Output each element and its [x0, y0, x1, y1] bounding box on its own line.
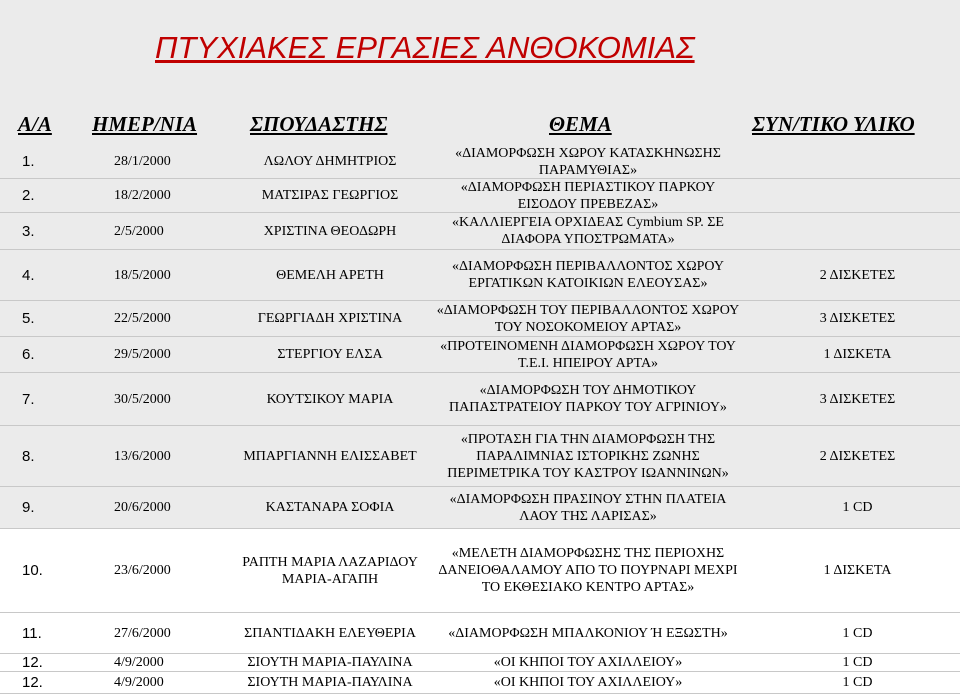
- row-date: 13/6/2000: [114, 448, 171, 464]
- row-date: 23/6/2000: [114, 563, 171, 578]
- row-number: 9.: [22, 499, 35, 516]
- page-title: ΠΤΥΧΙΑΚΕΣ ΕΡΓΑΣΙΕΣ ΑΝΘΟΚΟΜΙΑΣ: [155, 30, 695, 65]
- row-material: [770, 213, 945, 249]
- table-row: [0, 250, 960, 301]
- row-material: [770, 179, 945, 212]
- row-material: 1 CD: [842, 625, 873, 641]
- row-student: ΧΡΙΣΤΙΝΑ ΘΕΟΔΩΡΗ: [263, 223, 397, 239]
- table-row: [0, 613, 960, 654]
- row-student: ΚΟΥΤΣΙΚΟΥ ΜΑΡΙΑ: [266, 391, 394, 407]
- row-material: 1 CD: [842, 675, 873, 690]
- row-student: ΜΑΤΣΙΡΑΣ ΓΕΩΡΓΙΟΣ: [261, 188, 399, 203]
- row-number: 1.: [22, 153, 35, 170]
- row-material: 3 ΔΙΣΚΕΤΕΣ: [819, 311, 896, 326]
- row-number: 8.: [22, 447, 35, 465]
- row-number: 4.: [22, 266, 35, 284]
- column-header-row: [0, 101, 960, 146]
- row-material: 1 CD: [842, 655, 873, 670]
- row-material: 2 ΔΙΣΚΕΤΕΣ: [819, 448, 896, 464]
- row-date: 18/5/2000: [114, 267, 171, 283]
- row-topic: «ΔΙΑΜΟΡΦΩΣΗ ΤΟΥ ΠΕΡΙΒΑΛΛΟΝΤΟΣ ΧΩΡΟΥ ΤΟΥ ΝΟΣΟΚΟΜΕΙΟΥ ΑΡΤΑΣ»: [436, 302, 740, 335]
- row-number: 7.: [22, 390, 35, 408]
- table-row: [0, 213, 960, 250]
- row-date: 4/9/2000: [114, 675, 164, 690]
- column-header-num: Α/Α: [18, 112, 52, 136]
- row-topic: «ΔΙΑΜΟΡΦΩΣΗ ΠΡΑΣΙΝΟΥ ΣΤΗΝ ΠΛΑΤΕΙΑ ΛΑΟΥ ΤΗΣ ΛΑΡΙΣΑΣ»: [449, 491, 727, 524]
- row-topic: «ΔΙΑΜΟΡΦΩΣΗ ΜΠΑΛΚΟΝΙΟΥ Ή ΕΞΩΣΤΗ»: [448, 625, 728, 641]
- table-row: [0, 672, 960, 694]
- row-topic: «ΔΙΑΜΟΡΦΩΣΗ ΠΕΡΙΒΑΛΛΟΝΤΟΣ ΧΩΡΟΥ ΕΡΓΑΤΙΚΩΝ ΚΑΤΟΙΚΙΩΝ ΕΛΕΟΥΣΑΣ»: [452, 259, 724, 291]
- row-student: ΘΕΜΕΛΗ ΑΡΕΤΗ: [276, 267, 384, 283]
- row-student: ΣΙΟΥΤΗ ΜΑΡΙΑ-ΠΑΥΛΙΝΑ: [247, 655, 413, 670]
- row-number: 2.: [22, 187, 35, 204]
- row-topic: «ΚΑΛΛΙΕΡΓΕΙΑ ΟΡΧΙΔΕΑΣ Cymbium SP. ΣΕ ΔΙΑΦΟΡΑ ΥΠΟΣΤΡΩΜΑΤΑ»: [452, 215, 724, 247]
- row-number: 6.: [22, 346, 35, 363]
- row-date: 4/9/2000: [114, 655, 164, 670]
- table-row: [0, 145, 960, 179]
- row-date: 2/5/2000: [114, 223, 164, 239]
- row-topic: «ΔΙΑΜΟΡΦΩΣΗ ΠΕΡΙΑΣΤΙΚΟΥ ΠΑΡΚΟΥ ΕΙΣΟΔΟΥ ΠΡΕΒΕΖΑΣ»: [460, 179, 716, 212]
- row-student: ΣΠΑΝΤΙΔΑΚΗ ΕΛΕΥΘΕΡΙΑ: [244, 625, 416, 641]
- table-row: [0, 529, 960, 613]
- row-material: 1 ΔΙΣΚΕΤΑ: [823, 563, 892, 578]
- table-row: [0, 426, 960, 487]
- row-student: ΚΑΣΤΑΝΑΡΑ ΣΟΦΙΑ: [265, 500, 395, 515]
- row-topic: «ΠΡΟΤΕΙΝΟΜΕΝΗ ΔΙΑΜΟΡΦΩΣΗ ΧΩΡΟΥ ΤΟΥ Τ.Ε.Ι. ΗΠΕΙΡΟΥ ΑΡΤΑ»: [440, 338, 736, 371]
- row-student: ΜΠΑΡΓΙΑΝΝΗ ΕΛΙΣΣΑΒΕΤ: [243, 448, 417, 464]
- row-material: 1 CD: [842, 500, 873, 515]
- table-row: [0, 179, 960, 213]
- row-student: ΡΑΠΤΗ ΜΑΡΙΑ ΛΑΖΑΡΙΔΟΥ ΜΑΡΙΑ-ΑΓΑΠΗ: [242, 554, 418, 587]
- column-header-student: ΣΠΟΥΔΑΣΤΗΣ: [250, 112, 388, 136]
- row-topic: «ΟΙ ΚΗΠΟΙ ΤΟΥ ΑΧΙΛΛΕΙΟΥ»: [493, 655, 683, 670]
- row-date: 18/2/2000: [114, 188, 171, 203]
- row-date: 27/6/2000: [114, 625, 171, 641]
- row-topic: «ΔΙΑΜΟΡΦΩΣΗ ΧΩΡΟΥ ΚΑΤΑΣΚΗΝΩΣΗΣ ΠΑΡΑΜΥΘΙΑΣ»: [455, 145, 721, 178]
- table-row: [0, 373, 960, 426]
- row-date: 29/5/2000: [114, 347, 171, 362]
- row-student: ΛΩΛΟΥ ΔΗΜΗΤΡΙΟΣ: [263, 154, 397, 169]
- table-row: [0, 337, 960, 373]
- row-topic: «ΔΙΑΜΟΡΦΩΣΗ ΤΟΥ ΔΗΜΟΤΙΚΟΥ ΠΑΠΑΣΤΡΑΤΕΙΟΥ ΠΑΡΚΟΥ ΤΟΥ ΑΓΡΙΝΙΟΥ»: [449, 383, 727, 415]
- row-number: 10.: [22, 562, 43, 579]
- table-row: [0, 301, 960, 337]
- row-material: 2 ΔΙΣΚΕΤΕΣ: [819, 267, 896, 283]
- row-number: 3.: [22, 222, 35, 240]
- row-number: 12.: [22, 654, 43, 671]
- column-header-material: ΣΥΝ/ΤΙΚΟ ΥΛΙΚΟ: [752, 112, 915, 136]
- title-row: [0, 0, 960, 102]
- row-material: [770, 145, 945, 178]
- row-number: 12.: [22, 674, 43, 691]
- row-date: 28/1/2000: [114, 154, 171, 169]
- row-date: 30/5/2000: [114, 391, 171, 407]
- table-row: [0, 654, 960, 672]
- table-row: [0, 487, 960, 529]
- row-number: 11.: [22, 624, 42, 642]
- row-topic: «ΟΙ ΚΗΠΟΙ ΤΟΥ ΑΧΙΛΛΕΙΟΥ»: [493, 675, 683, 690]
- column-header-topic: ΘΕΜΑ: [549, 112, 612, 136]
- row-student: ΓΕΩΡΓΙΑΔΗ ΧΡΙΣΤΙΝΑ: [257, 311, 403, 326]
- row-student: ΣΙΟΥΤΗ ΜΑΡΙΑ-ΠΑΥΛΙΝΑ: [247, 675, 413, 690]
- row-material: 1 ΔΙΣΚΕΤΑ: [823, 347, 892, 362]
- row-material: 3 ΔΙΣΚΕΤΕΣ: [819, 391, 896, 407]
- row-date: 20/6/2000: [114, 500, 171, 515]
- row-topic: «ΜΕΛΕΤΗ ΔΙΑΜΟΡΦΩΣΗΣ ΤΗΣ ΠΕΡΙΟΧΗΣ ΔΑΝΕΙΟΘΑΛΑΜΟΥ ΑΠΟ ΤΟ ΠΟΥΡΝΑΡΙ ΜΕΧΡΙ ΤΟ ΕΚΘΕΣΙΑΚΟ ΚΕΝΤΡΟ ΑΡΤΑΣ»: [438, 546, 738, 595]
- row-topic: «ΠΡΟΤΑΣΗ ΓΙΑ ΤΗΝ ΔΙΑΜΟΡΦΩΣΗ ΤΗΣ ΠΑΡΑΛΙΜΝΙΑΣ ΙΣΤΟΡΙΚΗΣ ΖΩΝΗΣ ΠΕΡΙΜΕΤΡΙΚΑ ΤΟΥ ΚΑΣΤΡΟΥ ΙΩΑΝΝΙΝΩΝ»: [447, 431, 729, 481]
- row-date: 22/5/2000: [114, 311, 171, 326]
- row-number: 5.: [22, 310, 35, 327]
- row-student: ΣΤΕΡΓΙΟΥ ΕΛΣΑ: [277, 347, 383, 362]
- column-header-date: ΗΜΕΡ/ΝΙΑ: [92, 112, 198, 136]
